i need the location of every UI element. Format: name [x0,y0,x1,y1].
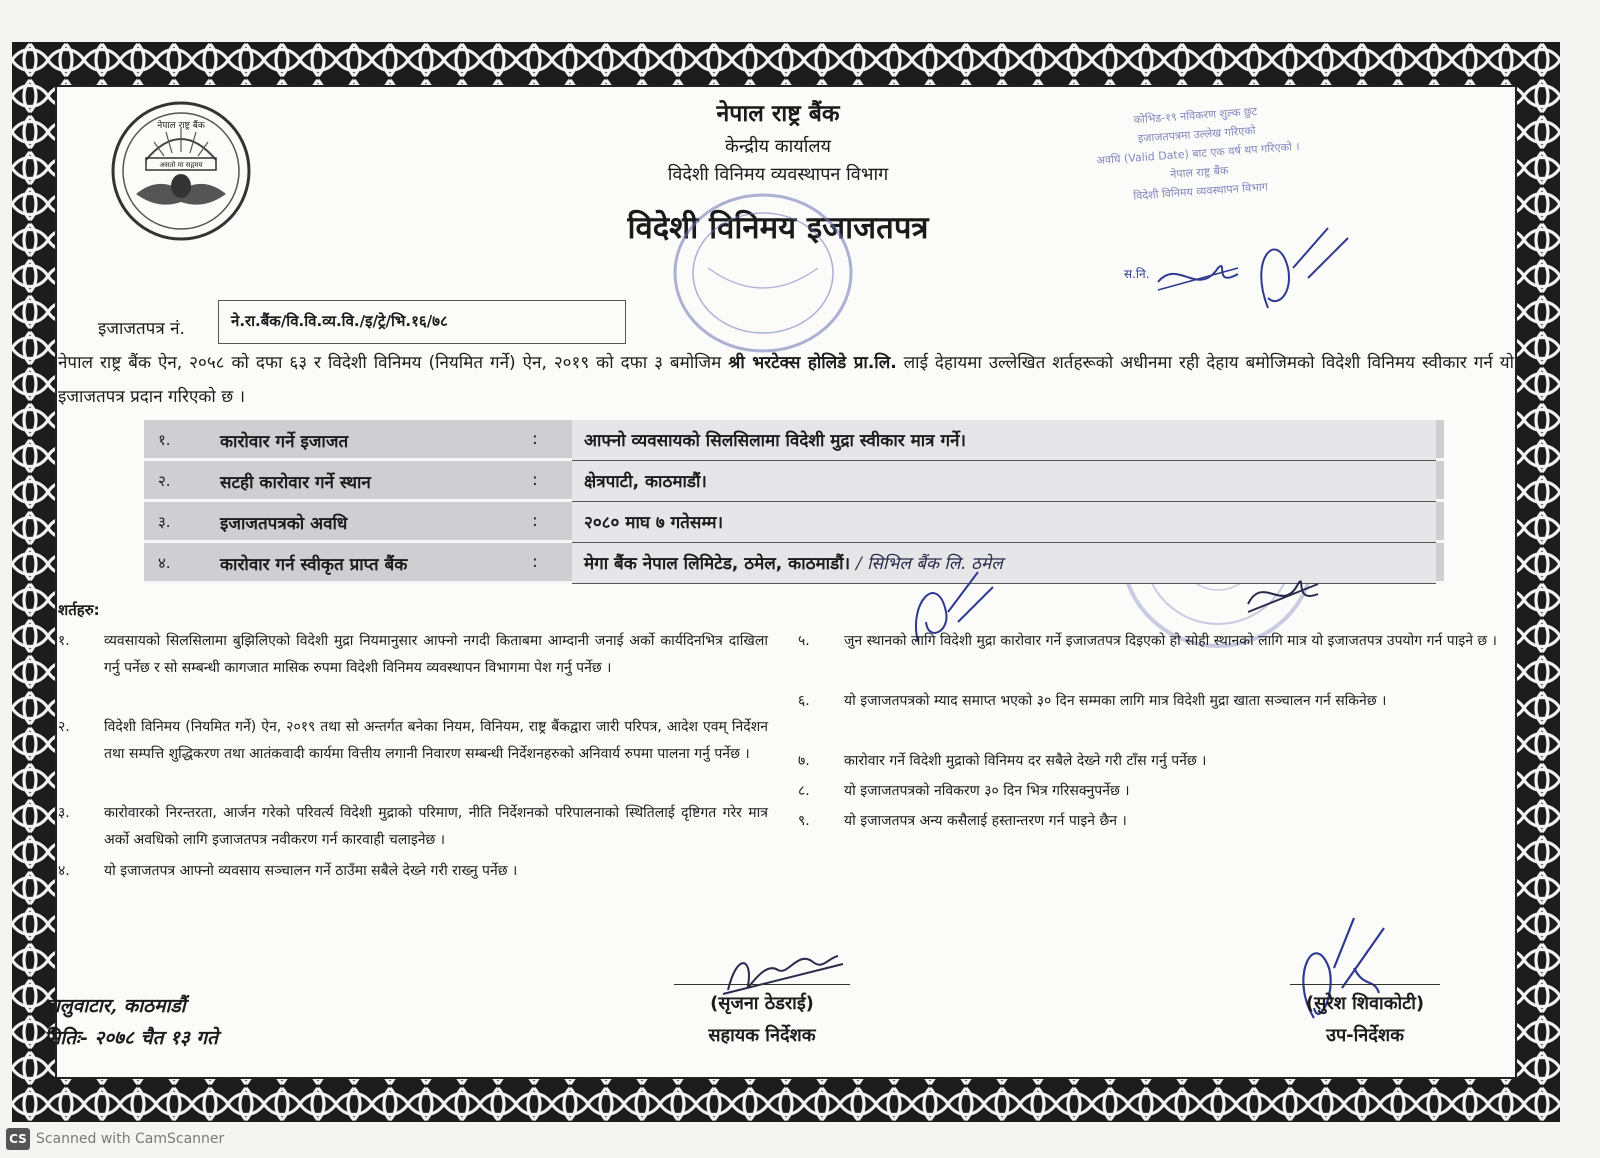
condition-number: ४. [58,863,70,879]
signature-line [1290,984,1440,985]
detail-colon: : [532,552,538,572]
condition-item [798,628,1498,684]
covid-stamp-line: इजाजतपत्रमा उल्लेख गरिएको [1137,123,1256,146]
condition-item [798,778,1498,806]
detail-value [572,420,1436,461]
intro-paragraph [58,346,1514,414]
detail-label: इजाजतपत्रको अवधि [220,514,348,534]
assistant-director-block [674,984,850,1047]
detail-row [144,420,1444,461]
detail-number: ३. [158,513,171,531]
issue-place: बालुवाटार, काठमाडौं [44,995,186,1017]
bank-name: नेपाल राष्ट्र बैंक [716,101,840,127]
department-name: विदेशी विनिमय व्यवस्थापन विभाग [667,164,889,185]
certificate-frame [12,42,1560,1122]
detail-number: २. [158,472,171,490]
detail-number: १. [158,431,171,449]
condition-number: ९. [798,813,810,829]
conditions-title: शर्तहरु: [58,601,100,619]
condition-number: ८. [798,783,810,799]
condition-item [58,800,768,856]
detail-label: सटही कारोवार गर्ने स्थान [220,473,371,493]
document-title: विदेशी विनिमय इजाजतपत्र [627,210,929,246]
condition-number: ७. [798,753,810,769]
emblem-label: नेपाल राष्ट्र बैंक [157,121,205,131]
condition-number: २. [58,719,70,735]
condition-text: जुन स्थानको लागि विदेशी मुद्रा कारोवार गर्ने इजाजतपत्र दिइएको हो सोही स्थानको लागि मात्र यो इजाजतपत्र उपयोग गर्न पाइने छ । [844,633,1497,649]
office-name: केन्द्रीय कार्यालय [725,136,831,157]
detail-label: कारोवार गर्ने इजाजत [220,432,349,452]
detail-value-text: आफ्नो व्यवसायको सिलसिलामा विदेशी मुद्रा स्वीकार मात्र गर्ने। [584,431,966,451]
initial-signature-right [1238,554,1328,624]
department-round-stamp [658,188,868,358]
covid-stamp-line: कोभिड-१९ नविकरण शुल्क छुट [1133,104,1258,127]
nrb-emblem [106,98,256,244]
issue-date: मितिः- २०७८ चैत १३ गते [44,1027,218,1049]
condition-item [798,748,1498,776]
condition-number: ३. [58,805,70,821]
covid-sign-prefix: स.नि. [1124,267,1150,281]
condition-text: कारोवार गर्ने विदेशी मुद्राको विनिमय दर सबैले देख्ने गरी टाँस गर्नु पर्नेछ । [844,753,1207,769]
detail-colon: : [532,470,538,490]
covid-stamp-line: नेपाल राष्ट्र बैंक [1169,163,1229,181]
detail-row [144,461,1444,502]
condition-number: ५. [798,633,810,649]
covid-stamp-signatures [1118,198,1378,318]
detail-colon: : [532,511,538,531]
detail-value [572,502,1436,543]
condition-text: यो इजाजतपत्रको नविकरण ३० दिन भित्र गरिसक्नुपर्नेछ । [844,783,1130,799]
camscanner-watermark [6,1128,224,1150]
detail-value-text: २०८० माघ ७ गतेसम्म। [584,513,724,533]
condition-text: यो इजाजतपत्र आफ्नो व्यवसाय सञ्चालन गर्ने ठाउँमा सबैले देख्ने गरी राख्नु पर्नेछ । [104,863,518,879]
covid-stamp-line: विदेशी विनिमय व्यवस्थापन विभाग [1132,180,1269,203]
detail-value-text: क्षेत्रपाटी, काठमाडौं। [584,472,707,492]
condition-text: कारोवारको निरन्तरता, आर्जन गरेको परिवर्त्य विदेशी मुद्राको परिमाण, नीति निर्देशनको परिपालनाको स्थितिलाई दृष्टिगत गरेर मात्र अर्को अवधिको लागि इजाजतपत्र नवीकरण गर्न कारवाही चलाइनेछ । [104,805,768,848]
camscanner-text: Scanned with CamScanner [36,1131,225,1147]
detail-value-text: मेगा बैंक नेपाल लिमिटेड, ठमेल, काठमाडौं। [584,554,851,574]
covid-extension-stamp [1045,96,1351,212]
condition-text: यो इजाजतपत्रको म्याद समाप्त भएको ३० दिन सम्मका लागि मात्र विदेशी मुद्रा खाता सञ्चालन गर्न सकिनेछ । [844,693,1387,709]
certificate-content [44,88,1515,1076]
camscanner-logo: CS [6,1128,30,1150]
signatory-title: सहायक निर्देशक [708,1025,816,1046]
condition-item [58,714,768,796]
signatory-name: (सुरेश शिवाकोटी) [1305,993,1425,1014]
intro-text: लाई देहायमा उल्लेखित शर्तहरूको अधीनमा रही देहाय बमोजिमको विदेशी विनिमय स्वीकार गर्न यो इजाजतपत्र प्रदान गरिएको छ । [58,353,1515,407]
emblem-motto: असतो मा सद्गमय [159,161,203,169]
detail-value [572,461,1436,502]
detail-label: कारोवार गर्न स्वीकृत प्राप्त बैंक [220,555,408,575]
condition-item [798,808,1498,836]
condition-item [798,688,1498,744]
signature-line [674,984,850,985]
condition-item [58,858,768,886]
condition-text: विदेशी विनिमय (नियमित गर्ने) ऐन, २०१९ तथा सो अन्तर्गत बनेका नियम, विनियम, राष्ट्र बैंकद्वारा जारी परिपत्र, आदेश एवम् निर्देशन तथा सम्पत्ति शुद्धिकरण तथा आतंकवादी कार्यमा वित्तीय लगानी निवारण सम्बन्धी निर्देशनहरुको अनिवार्य रुपमा पालना गर्नु पर्नेछ । [104,719,768,762]
condition-text: यो इजाजतपत्र अन्य कसैलाई हस्तान्तरण गर्न पाइने छैन । [844,813,1127,829]
permit-number-label: इजाजतपत्र नं. [98,319,185,339]
permit-number-box: ने.रा.बैंक/वि.वि.व्य.वि./इ/ट्रे/भि.१६/७८ [218,300,626,344]
detail-number: ४. [158,554,171,572]
condition-text: व्यवसायको सिलसिलामा बुझिलिएको विदेशी मुद्रा नियमानुसार आफ्नो नगदी किताबमा आम्दानी जनाई अर्को कार्यदिनभित्र दाखिला गर्नु पर्नेछ र सो सम्बन्धी कागजात मासिक रुपमा विदेशी विनिमय व्यवस्थापन विभागमा पेश गर्नु पर्नेछ । [104,633,768,676]
condition-item [58,628,768,710]
intro-text: नेपाल राष्ट्र बैंक ऐन, २०५८ को दफा ६३ र विदेशी विनिमय (नियमित गर्ने) ऐन, २०१९ को दफा ३ बमोजिम [58,353,722,373]
condition-number: १. [58,633,70,649]
detail-row [144,502,1444,543]
detail-colon: : [532,429,538,449]
signatory-title: उप-निर्देशक [1326,1025,1404,1046]
condition-number: ६. [798,693,810,709]
deputy-director-block [1290,984,1440,1047]
signatory-name: (सृजना ठेडराई) [710,993,814,1014]
company-name: श्री भरटेक्स होलिडे प्रा.लि. [728,353,897,373]
handwritten-bank-note: / सिभिल बैंक लि. ठमेल [855,554,1003,574]
covid-stamp-line: अवधि (Valid Date) बाट एक वर्ष थप गरिएको । [1096,139,1300,168]
